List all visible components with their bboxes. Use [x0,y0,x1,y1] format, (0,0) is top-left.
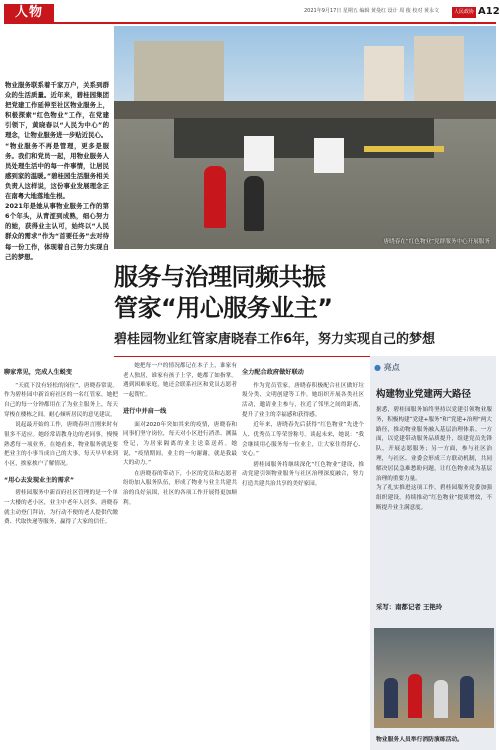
sidebar-label: ● 亮点 [374,363,400,372]
paragraph: 作为党员管家，唐晓春积极配合社区做好垃圾分类、文明创建等工作。她组织开展各类社区活动，邀请业主参与，拉近了邻里之间的距离，提升了业主的幸福感和获得感。 [242,382,364,418]
paragraph: 面对2020年突如其来的疫情，唐晓春和同事们坚守岗位，每天对小区进行消杀、测温登记，为居家隔离的业主送菜送药。她说，“疫情期间，业主的一句谢谢，就是我最大的动力。” [123,421,237,467]
section-tag: 人物 [4,4,54,22]
circle-icon: ● [374,363,381,372]
issue-info: 2021年9月17日 星期五 编辑 黄曼红 设计 周 俊 校对 黄永文 [304,8,439,14]
paragraph: 在唐晓春的带动下，小区的党员和志愿者纷纷加入服务队伍，形成了物业与业主共建共治的良好氛围，社区的各项工作开展得更加顺利。 [123,470,237,506]
header-rule [4,22,496,24]
sidebar-title: 构建物业党建两大路径 [376,389,472,400]
paragraph: 近年来，唐晓春先后获得“红色物业”先进个人、优秀员工等荣誉称号。谈起未来，她说：“我会继续用心服务每一位业主，让大家住得舒心、安心。” [242,422,364,458]
article-column-2 [123,362,237,509]
paragraph: 碧桂园服务将继续深化“红色物业”建设，推动党建引领物业服务与社区治理深度融合，努力打造共建共治共享的美好家园。 [242,461,364,487]
sidebar-signature: 采写：南都记者 王艳玲 [376,603,443,611]
main-photo [114,26,496,249]
subheadline: 碧桂园物业红管家唐晓春工作6年，努力实现自己的梦想 [114,332,436,347]
headline-line-2: 管家“用心服务业主” [114,294,333,322]
column-heading: “用心去发现业主的需求” [4,476,75,484]
paragraph: 说起最开始的工作，唐晓春坦言刚来时有很多不适应。她经常请教身边的老同事，慢慢熟悉每一项业务。在她看来，物业服务就是要把业主的小事当成自己的大事，每天早早来到小区，挨家挨户了解情况。 [4,422,118,467]
article-column-3 [242,362,364,490]
article-column-1 [4,362,118,529]
headline-line-1: 服务与治理同频共振 [114,263,326,291]
headline [114,262,333,324]
page-number: A12 [478,6,500,17]
page-header [4,4,500,22]
brand-badge: 人民政协 [452,7,476,18]
column-heading: 全力配合政府做好联动 [242,369,304,376]
paragraph: “天底下没有轻松的岗位”，唐晓春常说。作为碧桂园中新首府社区的一名红管家，她把自己的每一分钟都用在了为业主服务上，每天穿梭在楼栋之间，耐心倾听居民的意见建议。 [4,382,118,418]
column-heading: 进行中并肩一线 [123,407,167,415]
paragraph: 她把每一户的情况都记在本子上，谁家有老人独居，谁家有孩子上学，她都了如指掌。遇到困难家庭，她还会联系社区和党员志愿者一起帮忙。 [123,363,237,399]
column-heading: 聊家常见，完成人生蜕变 [4,369,73,376]
photo-caption: 唐晓春在“红色物业”党群服务中心开展服务 [383,239,490,245]
lede-paragraph: 物业服务联系着千家万户，关系到群众的生活质量。近年来，碧桂园集团把党建工作延伸至社区物业服务上，积极探索“红色物业”工作，在党建引领下，黄晓春以“人民为中心”的理念，让物业服务进一步贴近民心。 “物业服务不再是管理，更多是服务。我们和党员一起，用物业服务人员处理生活中的每一件事情，让居民感到家的温暖。”碧桂园生活服务相关负责人这样说，这份事业发展理念正在南粤大地落地生根。 2021年是她从事物业服务工作的第6个年头，从青涩到成熟，细心努力的她，获得业主认可，始终以“人民群众的需求”作为“首要任务”去对待每一份工作，体现着自己努力实现自己的梦想。 [5,81,109,261]
sidebar-box [370,356,496,750]
sidebar-body: 据悉，碧桂园服务始终坚持以党建引领物业服务，积极构建“党建+服务”和“党建+治理”两大路径，推动物业服务融入基层治理体系。一方面，以党建带动服务品质提升，组建党员先锋队，开展志愿服务；另一方面，参与社区治理，与社区、业委会形成三方联动机制，共同解决居民急难愁盼问题，让红色物业成为基层治理的重要力量。 为了扎实推进这项工作，碧桂园服务党委加强组织建设，持续推动“红色物业”提质增效，不断提升业主满意度。 [376,407,492,511]
sidebar-photo-caption: 物业服务人员举行消防演练活动。 [376,737,463,743]
sidebar-photo [374,628,494,728]
paragraph: 碧桂园服务中新首府社区管理的是一个单一大楼的老小区，业主中老年人居多。唐晓春就主动登门拜访，为行动不便的老人提供代缴费、代取快递等服务，赢得了大家的信任。 [4,490,118,526]
